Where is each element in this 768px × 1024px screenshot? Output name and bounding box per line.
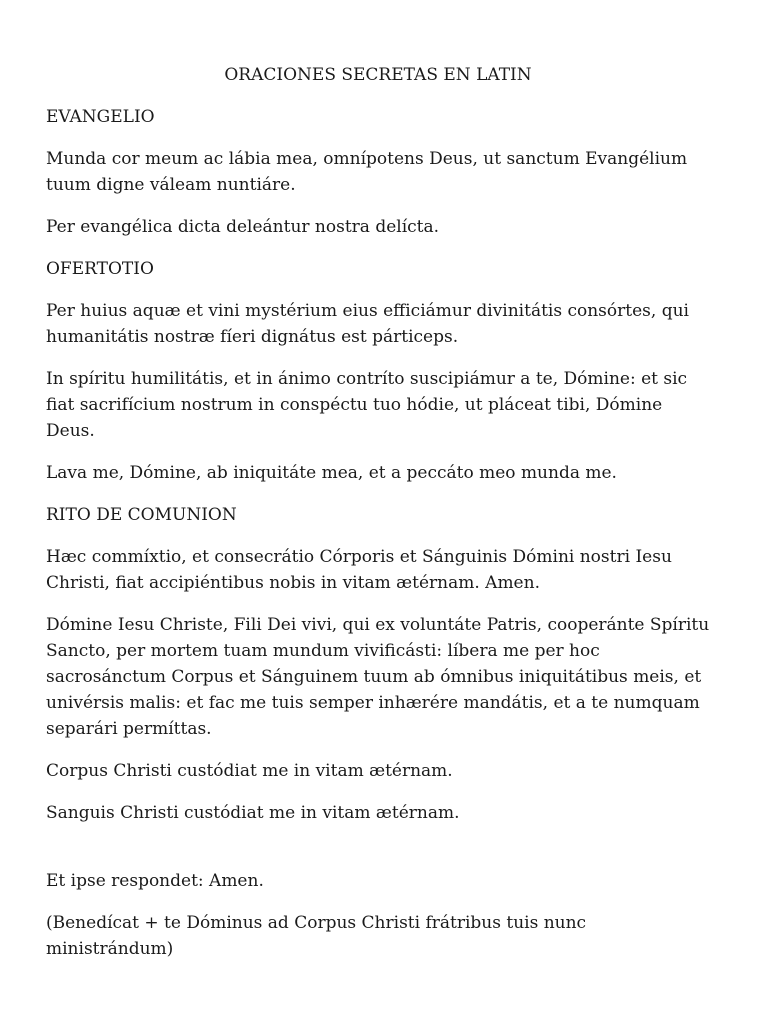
paragraph: Lava me, Dómine, ab iniquitáte mea, et a peccáto meo munda me.: [46, 463, 617, 483]
paragraph: Dómine Iesu Christe, Fili Dei vivi, qui ex voluntáte Patris, cooperánte Spíritu Sancto, per mortem tuam mundum vivificásti: líbera me per hoc sacrosánctum Corpus et Sánguinem tuum ab ómnibus iniquitátibus meis, et univérsis malis: et fac me tuis semper inhærére mandátis, et a te numquam separári permíttas.: [46, 615, 710, 739]
closing-line: (Benedícat + te Dóminus ad Corpus Christi frátribus tuis nunc ministrándum): [46, 913, 587, 959]
document-page: [46, 62, 710, 978]
closing-line: Et ipse respondet: Amen.: [46, 871, 264, 891]
paragraph: Sanguis Christi custódiat me in vitam ætérnam.: [46, 803, 460, 823]
paragraph: Per huius aquæ et vini mystérium eius efficiámur divinitátis consórtes, qui humanitátis nostræ fíeri dignátus est párticeps.: [46, 301, 689, 347]
paragraph: Hæc commíxtio, et consecrátio Córporis et Sánguinis Dómini nostri Iesu Christi, fiat accipiéntibus nobis in vitam ætérnam. Amen.: [46, 547, 672, 593]
document-title: ORACIONES SECRETAS EN LATIN: [224, 65, 532, 85]
paragraph: In spíritu humilitátis, et in ánimo contríto suscipiámur a te, Dómine: et sic fiat sacrifícium nostrum in conspéctu tuo hódie, ut pláceat tibi, Dómine Deus.: [46, 369, 688, 441]
section-heading-evangelio: EVANGELIO: [46, 107, 155, 127]
paragraph: Per evangélica dicta deleántur nostra delícta.: [46, 217, 440, 237]
blank-line: [46, 842, 710, 868]
paragraph: Munda cor meum ac lábia mea, omnípotens Deus, ut sanctum Evangélium tuum digne váleam nuntiáre.: [46, 149, 688, 195]
section-heading-rito-de-comunion: RITO DE COMUNION: [46, 505, 237, 525]
section-heading-ofertotio: OFERTOTIO: [46, 259, 154, 279]
paragraph: Corpus Christi custódiat me in vitam ætérnam.: [46, 761, 453, 781]
